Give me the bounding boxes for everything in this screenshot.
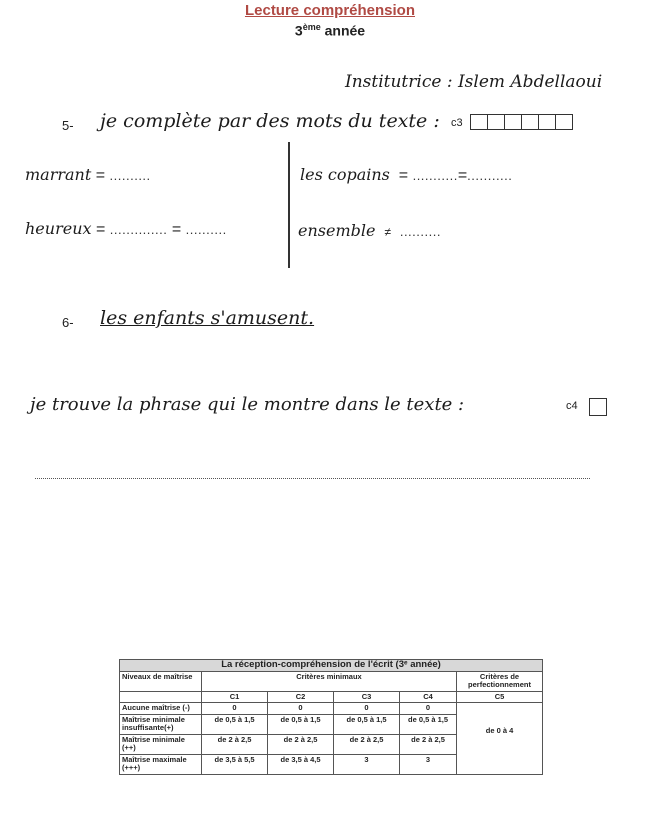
answer-blank-2[interactable]: .......... <box>185 222 227 237</box>
answer-blank[interactable]: ........... <box>412 168 458 183</box>
item-word: marrant <box>25 165 92 184</box>
header-blank <box>120 691 202 703</box>
document-title: Lecture compréhension <box>244 2 416 19</box>
grading-table <box>119 659 543 775</box>
value-cell: de 0,5 à 1,5 <box>268 714 334 734</box>
value-cell: 0 <box>268 703 334 715</box>
answer-blank[interactable]: .......... <box>399 224 441 239</box>
c5-cell: de 0 à 4 <box>457 703 543 775</box>
value-cell: de 0,5 à 1,5 <box>400 714 457 734</box>
grading-grid <box>119 659 542 775</box>
value-cell: 0 <box>334 703 400 715</box>
column-divider <box>288 142 290 268</box>
value-cell: de 2 à 2,5 <box>268 734 334 754</box>
item-ensemble <box>298 221 441 241</box>
header-c2: C2 <box>268 691 334 703</box>
value-cell: 0 <box>400 703 457 715</box>
item-word: heureux <box>25 219 92 238</box>
item-word: ensemble <box>298 221 376 240</box>
header-min-criteria: Critères minimaux <box>202 671 457 691</box>
criterion-c3-label: c3 <box>451 117 463 129</box>
value-cell: de 3,5 à 4,5 <box>268 754 334 774</box>
item-sign: ≠ <box>384 225 391 239</box>
value-cell: de 0,5 à 1,5 <box>334 714 400 734</box>
answer-blank[interactable]: .......... <box>109 168 151 183</box>
item-sign: = <box>398 167 409 184</box>
value-cell: de 3,5 à 5,5 <box>202 754 268 774</box>
grade-level <box>0 22 660 39</box>
grid-title: La réception-compréhension de l'écrit (3ᵉ année) <box>120 660 543 672</box>
criterion-c4-score-box <box>589 398 607 416</box>
exercise-5-instruction: je complète par des mots du texte : <box>100 110 440 132</box>
value-cell: de 2 à 2,5 <box>334 734 400 754</box>
item-word: les copains <box>300 165 390 184</box>
criterion-c4-label: c4 <box>566 400 578 412</box>
item-sign: = <box>95 221 106 238</box>
table-row <box>120 703 543 715</box>
header-c4: C4 <box>400 691 457 703</box>
level-cell: Maîtrise minimale insuffisante(+) <box>120 714 202 734</box>
item-sign: = <box>95 167 106 184</box>
level-cell: Maîtrise minimale (++) <box>120 734 202 754</box>
grade-word: année <box>324 22 366 39</box>
value-cell: de 2 à 2,5 <box>202 734 268 754</box>
item-sign-2: = <box>457 167 468 184</box>
exercise-6-title: les enfants s'amusent. <box>100 307 315 329</box>
header-c5: C5 <box>457 691 543 703</box>
teacher-name: Institutrice : Islem Abdellaoui <box>345 72 603 92</box>
value-cell: 3 <box>334 754 400 774</box>
level-cell: Maîtrise maximale (+++) <box>120 754 202 774</box>
value-cell: de 0,5 à 1,5 <box>202 714 268 734</box>
grade-superscript: ème <box>302 22 321 32</box>
score-box <box>555 114 573 130</box>
score-box <box>470 114 488 130</box>
score-box <box>487 114 505 130</box>
header-perf-criteria: Critères de perfectionnement <box>457 671 543 691</box>
item-marrant <box>25 165 151 185</box>
answer-blank-2[interactable]: ........... <box>467 168 513 183</box>
level-cell: Aucune maîtrise (-) <box>120 703 202 715</box>
header-c3: C3 <box>334 691 400 703</box>
item-sign-2: = <box>171 221 182 238</box>
value-cell: 3 <box>400 754 457 774</box>
answer-line[interactable] <box>35 478 590 479</box>
value-cell: de 2 à 2,5 <box>400 734 457 754</box>
item-les-copains <box>300 165 512 185</box>
answer-blank[interactable]: .............. <box>109 222 168 237</box>
grade-number: 3 <box>294 22 303 39</box>
value-cell: 0 <box>202 703 268 715</box>
score-box <box>521 114 539 130</box>
header-c1: C1 <box>202 691 268 703</box>
item-heureux <box>25 219 227 239</box>
score-box <box>504 114 522 130</box>
exercise-6-instruction: je trouve la phrase qui le montre dans le texte : <box>30 394 465 415</box>
exercise-6-number: 6- <box>62 315 74 330</box>
score-box <box>538 114 556 130</box>
exercise-5-number: 5- <box>62 118 74 133</box>
header-levels: Niveaux de maîtrise <box>120 671 202 691</box>
criterion-c3-score-boxes <box>471 114 573 130</box>
